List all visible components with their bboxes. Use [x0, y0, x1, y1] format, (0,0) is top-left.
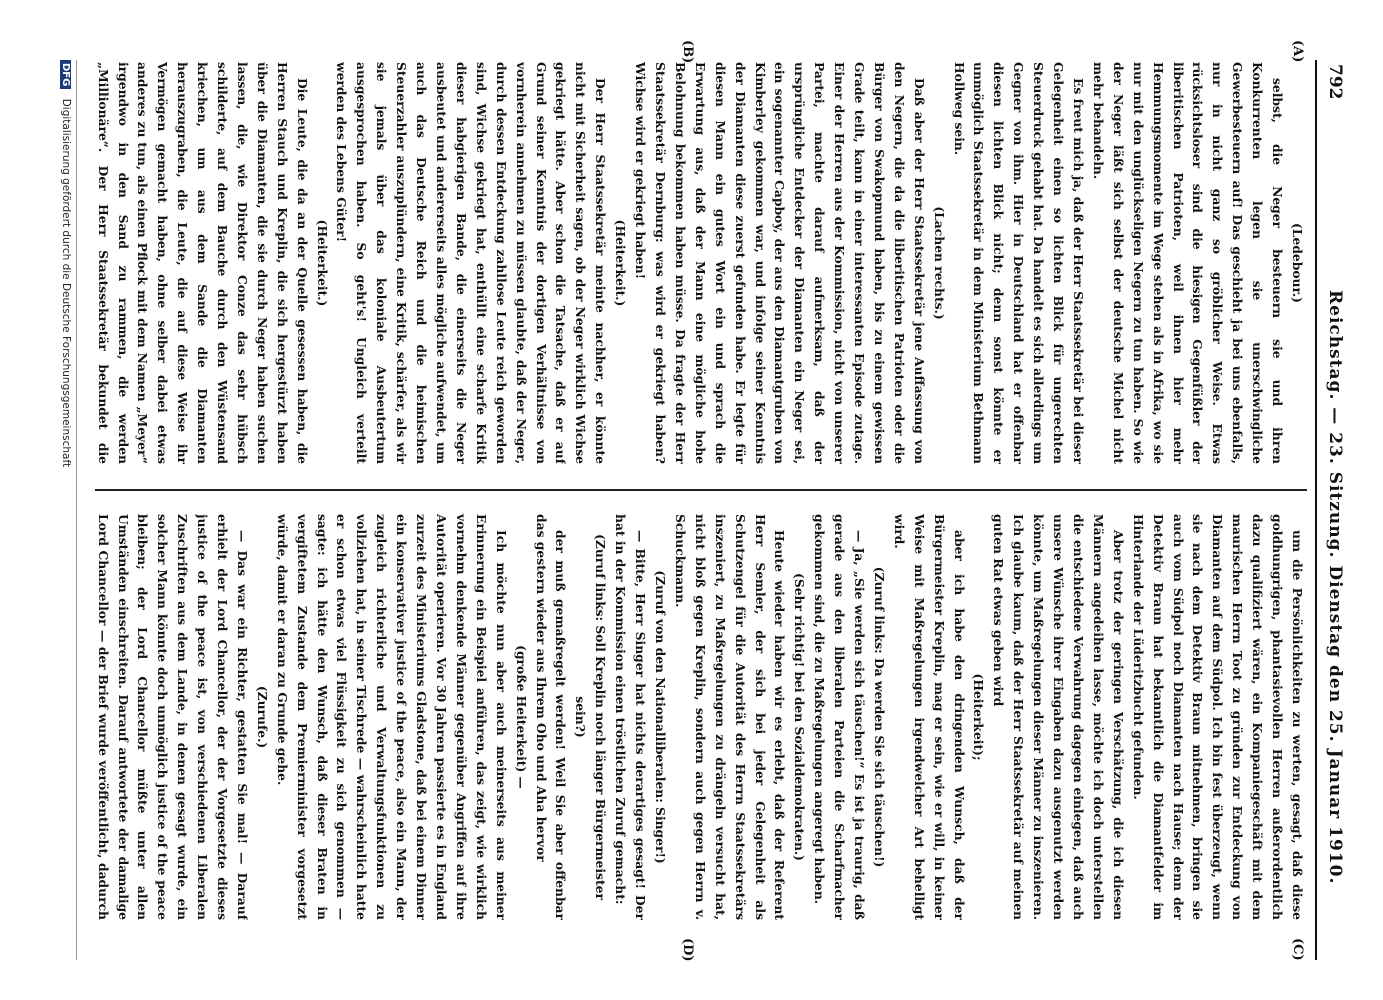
- paragraph: Aber trotz der geringen Verschätzung, die ich diesen Männern angedeihen lasse, möchte ich doch unterstellen die entschiedene Verwahrung dagegen einlegen, daß auch unsere Wünsche ihrer Eingaben dazu ausgenutzt werden könnte, um Maßregelungen dieser Männer zu inszenieren. Ich glaube kaum, daß der Herr Staatssekretär auf meinen guten Rat etwas geben wird: [991, 514, 1126, 920]
- interjection: (Lachen rechts.): [931, 206, 947, 320]
- margin-mark-a: (A): [1290, 40, 1305, 63]
- running-title: Reichstag. — 23. Sitzung. Dienstag den 25. Januar 1910.: [1325, 290, 1345, 885]
- interjection: (Zuruf links: Da werden Sie sich täuschen!): [871, 566, 887, 868]
- paragraph: Es freut mich ja, daß der Herr Staatssekretär bei dieser Gelegenheit einen so lichten Blick für ungerechten Steuerdruck gehabt hat. Da handelt es sich allerdings um Gegner von ihm. Hier in Deutschland hat er offenbar diesen lichten Blick nicht; denn sonst könnte er unmöglich Staatssekretär in dem Ministerium Bethmann Hollweg sein.: [951, 62, 1087, 464]
- paragraph: um die Persönlichkeiten zu werten, gesagt, daß diese goldhungrigen, phantasievollen Herren außerordentlich dazu qualifiziert wären, ein Kompaniegeschäft mit dem maurischen Herrn Toot zu gründen zur Entdeckung von Diamanten auf dem Südpol. Ich bin fest überzeugt, wenn sie nach dem Detektiv Braun mitnehmen, bringen sie auch vom Südpol noch Diamanten nach Hause; denn der Detektiv Braun hat bekanntlich die Diamantfelder im Hinterlande der Lüderitzbucht gefunden.: [1130, 514, 1305, 920]
- page-number: 792: [1325, 64, 1345, 100]
- column-divider: [95, 489, 1307, 491]
- paragraph: der muß gemaßregelt werden! Weil Sie aber offenbar das gestern wieder aus Ihrem Oho und Aha hervor: [533, 514, 569, 920]
- digitization-footer: [60, 60, 77, 960]
- margin-mark-d: (D): [680, 938, 695, 962]
- paragraph: Ich möchte nun aber auch meinerseits aus meiner Erinnerung ein Beispiel anführen, das zeigt, wie wirklich vornehm denkende Männer gegenüber Angriffen auf ihre Autorität operieren. Vor 30 Jahren passierte es in England zurzeit des Ministeriums Gladstone, daß bei einem Dinner ein konservativer justice of the peace, also ein Mann, der zugleich richterliche und Verwaltungsfunktionen zu vollziehen hat, in seiner Tischrede — wahrscheinlich hatte er schon etwas viel Flüssigkeit zu sich genommen — sagte: ich hätte den Wunsch, daß dieser Braten in vergiftetem Zustande dem Premierminister vorgesetzt würde, damit er daran zu Grunde gehe.: [274, 514, 509, 920]
- margin-mark-c: (C): [1290, 938, 1305, 961]
- interjection: (Zurufe.): [254, 685, 270, 749]
- paragraph: Heute wieder haben wir es erlebt, daß der Referent Herr Semler, der sich bei jeder Gelegenheit als Schutzengel für die Autorität des Herrn Staatssekretärs inszeniert, zu Maßregelungen zu drängeln versucht hat, nicht bloß gegen Kreplin, sondern auch gegen Herrn v. Schuckmann.: [672, 514, 788, 920]
- footer-text: Digitalisierung gefördert durch die Deutsche Forschungsgemeinschaft: [60, 98, 72, 468]
- paragraph: aber ich habe den dringenden Wunsch, daß der Bürgermeister Kreplin, mag er sein, wie er will, in keiner Weise mit Maßregelungen irgendwelcher Art behelligt wird.: [891, 514, 967, 920]
- paragraph: — Das war ein Richter, gestatten Sie mal! — Darauf erhielt der Lord Chancellor, der der Vorgesetzte dieses justice of the peace ist, von verschiedenen Liberalen Zuschriften aus dem Lande, in denen gesagt wurde, ein solcher Mann könnte doch unmöglich justice of the peace bleiben; der Lord Chancellor müßte unter allen Umständen einschreiten. Darauf antwortete der damalige Lord Chancellor — der Brief wurde veröffentlicht, dadurch: [95, 514, 250, 920]
- interjection: (Zuruf links: Soll Kreplin noch länger Bürgermeister sein?): [573, 534, 609, 900]
- paragraph: Die Leute, die da an der Quelle gesessen haben, die Herren Stauch und Kreplin, die sich hergestürzt haben über die Diamanten, die sie durch Neger haben suchen lassen, die, wie Direktor Conze das sehr hübsch schilderte, auf dem Bauche durch den Wüstensand kriechen, um aus dem Sande die Diamanten herauszugraben, die Leute, die auf diese Weise ihr Vermögen gemacht haben, ohne selber dabei etwas anderes zu tun, als einen Pflock mit dem Namen „Meyer“ irgendwo in den Sand zu rammen, die werden „Millionäre“. Der Herr Staatssekretär bekundet die: [95, 62, 310, 464]
- interjection: (Heiterkeit.): [613, 219, 629, 307]
- interjection: (Zuruf von den Nationalliberalen: Singer!): [653, 570, 668, 864]
- dfg-logo: DFG: [60, 60, 71, 89]
- left-text-column: [92, 62, 1307, 464]
- interjection: (Ledebour.): [1290, 223, 1305, 303]
- interjection: (Heiterkeit.): [314, 219, 330, 307]
- paragraph: selbst, die Neger besteuern sie und ihren Konkurrenten legen sie unerschwingliche Gewerbesteuern auf! Das geschieht ja bei uns ebenfalls, nur in nicht ganz so gröblicher Weise. Etwas rücksichtsloser sind die hiesigen Gegenfüßler der liberitischen Patrioten, weil ihnen hier mehr Hemmungsmomente im Wege stehen als in Afrika, wo sie nur mit den unglückseligen Negern zu tun haben. So wie der Neger läßt sich selbst der deutsche Michel nicht mehr behandeln.: [1090, 62, 1286, 464]
- right-text-column: [92, 514, 1307, 920]
- interjection: (große Heiterkeit) —: [513, 645, 529, 789]
- page-header: [1315, 60, 1351, 960]
- paragraph: Daß aber der Herr Staatssekretär jene Auffassung von den Negern, die da die liberitischen Patrioten oder die Bürger von Swakopmund haben, bis zu einem gewissen Grade teilt, kann in einer interessanten Episode zutage. Einer der Herren aus der Kommission, nicht von unserer Partei, machte darauf aufmerksam, daß der ursprüngliche Entdecker der Diamanten ein Neger sei, ein sogenannter Capboy, der aus den Diamantgruben von Kimberley gekommen war, und infolge seiner Kenntnis der Diamanten diese zuerst gefunden habe. Er legte für diesen Mann ein gutes Wort ein und sprach die Erwartung aus, daß der Mann eine mögliche hohe Belohnung bekommen haben müsse. Da fragte der Herr Staatssekretär Dernburg: was wird er gekriegt haben? Wichse wird er gekriegt haben!: [633, 62, 927, 464]
- interjection: (Heiterkeit);: [971, 673, 987, 761]
- interjection: (Sehr richtig! bei den Sozialdemokraten.): [792, 573, 808, 861]
- paragraph: Der Herr Staatssekretär meinte nachher, er könnte nicht mit Sicherheit sagen, ob der Neger wirklich Wichse gekriegt hätte. Aber schon die Tatsache, daß er auf Grund seiner Kenntnis der dortigen Verhältnisse von vornherein annehmen zu müssen glaubte, daß der Neger, durch dessen Entdeckung zahllose Leute reich geworden sind, Wichse gekriegt hat, enthüllt eine scharfe Kritik dieser habgierigen Bande, die einerseits die Neger ausbeutet und andererseits alles mögliche aufwendet, um auch das Deutsche Reich und die heimischen Steuerzahler auszuplündern, eine Kritik, schärfer, als wir sie jemals über das koloniale Ausbeutertum ausgesprochen haben. So geht's! Ungleich verteilt werden des Lebens Güter!: [334, 62, 609, 464]
- paragraph: — Bitte, Herr Singer hat nichts derartiges gesagt! Der hat in der Kommission einen tröstlichen Zuruf gemacht:: [613, 514, 649, 920]
- paragraph: — Ja, „Sie werden sich täuschen!“ Es ist ja traurig, daß gerade aus den liberalen Parteien die Scharfmacher gekommen sind, die zu Maßregelungen angeregt haben.: [812, 514, 868, 920]
- margin-mark-b: (B): [680, 40, 695, 64]
